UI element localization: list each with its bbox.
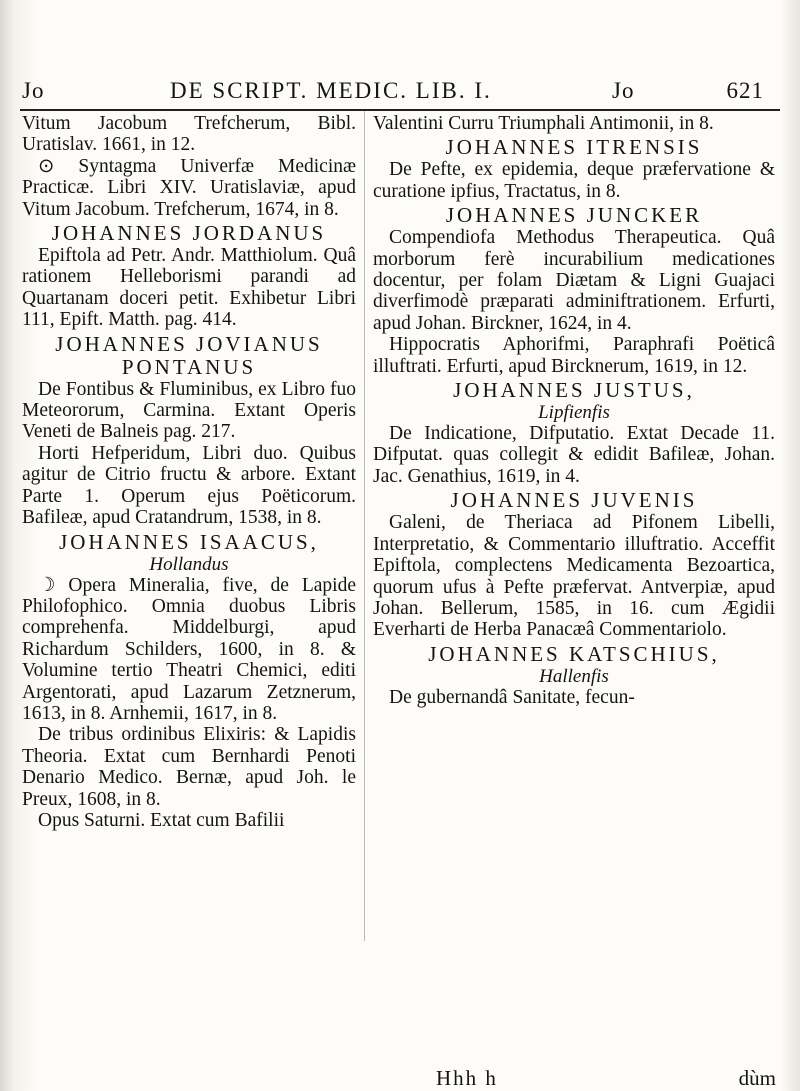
bibliography-entry: Galeni, de Theriaca ad Pifonem Libelli, Interpretatio, & Commentario illuftratio. Acceffit Epiftola, complectens Medicamenta Bezoartica, quorum ufus à Pefte præfervat. Antverpiæ, apud Johan. Bellerum, 1585, in 16. cum Ægidii Everharti de Herba Panacæâ Commentariolo. <box>373 512 775 641</box>
bibliography-entry: Compendiofa Methodus Therapeutica. Quâ morborum ferè incurabilium medicationes docentur, per folam Diætam & Ligni Guajaci diverfimodè præparati adminiftrationem. Erfurti, apud Johan. Birckner, 1624, in 4. <box>373 227 775 334</box>
bibliography-entry: De Pefte, ex epidemia, deque præfervatione & curatione ipfius, Tractatus, in 8. <box>373 159 775 202</box>
header-rule <box>20 109 780 111</box>
author-origin: Hallenfis <box>539 665 609 687</box>
left-column <box>22 113 356 831</box>
author-heading: JOHANNES ISAACUS, <box>59 529 319 554</box>
header-left-mark: Jo <box>22 78 45 103</box>
header-title: DE SCRIPT. MEDIC. LIB. I. <box>170 78 492 103</box>
bibliography-entry: De tribus ordinibus Elixiris: & Lapidis Theoria. Extat cum Bernhardi Penoti Denario Medico. Bernæ, apud Joh. le Preux, 1608, in 8. <box>22 724 356 810</box>
signature-mark: Hhh h <box>436 1066 498 1090</box>
header-right-mark: Jo <box>612 78 635 103</box>
bibliography-entry: Opus Saturni. Extat cum Bafilii <box>38 809 285 831</box>
bibliography-entry: ⊙ Syntagma Univerfæ Medicinæ Practicæ. Libri XIV. Uratislaviæ, apud Vitum Jacobum. Trefcherum, 1674, in 8. <box>22 155 356 220</box>
page-footer <box>430 1066 776 1090</box>
bibliography-entry: Epiftola ad Petr. Andr. Matthiolum. Quâ rationem Helleborismi parandi ad Quartanam doceri petit. Exhibetur Libri 111, Epift. Matth. pag. 414. <box>22 245 356 331</box>
author-origin: Lipfienfis <box>538 402 610 424</box>
running-head <box>22 78 764 108</box>
column-divider <box>364 111 365 941</box>
bibliography-entry: De gubernandâ Sanitate, fecun- <box>389 686 635 708</box>
bibliography-entry: Hippocratis Aphorifmi, Paraphrafi Poëticâ illuftrati. Erfurti, apud Bircknerum, 1619, in 12. <box>373 334 775 377</box>
bibliography-entry: Vitum Jacobum Trefcherum, Bibl. Uratislav. 1661, in 12. <box>22 113 356 156</box>
author-heading: JOHANNES JUSTUS, <box>453 378 695 403</box>
author-heading: JOHANNES ITRENSIS <box>445 135 703 160</box>
author-heading: JOHANNES JOVIANUS PONTANUS <box>55 331 323 379</box>
author-heading: JOHANNES KATSCHIUS, <box>428 641 720 666</box>
author-heading: JOHANNES JORDANUS <box>51 221 327 246</box>
right-column <box>373 113 775 708</box>
author-origin: Hollandus <box>149 553 229 575</box>
page-number: 621 <box>726 78 764 103</box>
author-heading: JOHANNES JUNCKER <box>445 203 703 228</box>
bibliography-entry: De Indicatione, Difputatio. Extat Decade 11. Difputat. quas collegit & edidit Bafileæ, Johan. Jac. Genathius, 1619, in 4. <box>373 423 775 487</box>
catchword: dùm <box>738 1066 776 1090</box>
bibliography-entry: Horti Hefperidum, Libri duo. Quibus agitur de Citrio fructu & arbore. Extant Parte 1. Operum ejus Poëticorum. Bafileæ, apud Cratandrum, 1538, in 8. <box>22 442 356 529</box>
bibliography-entry: ☽ Opera Mineralia, five, de Lapide Philofophico. Omnia duobus Libris comprehenfa. Middelburgi, apud Richardum Schilders, 1600, in 8. & Volumine tertio Theatri Chemici, editi Argentorati, apud Lazarum Zetznerum, 1613, in 8. Arnhemii, 1617, in 8. <box>22 574 356 724</box>
bibliography-entry: Valentini Curru Triumphali Antimonii, in 8. <box>373 113 714 134</box>
bibliography-entry: De Fontibus & Fluminibus, ex Libro fuo Meteororum, Carmina. Extant Operis Veneti de Balneis pag. 217. <box>22 378 356 443</box>
author-heading: JOHANNES JUVENIS <box>450 488 698 513</box>
